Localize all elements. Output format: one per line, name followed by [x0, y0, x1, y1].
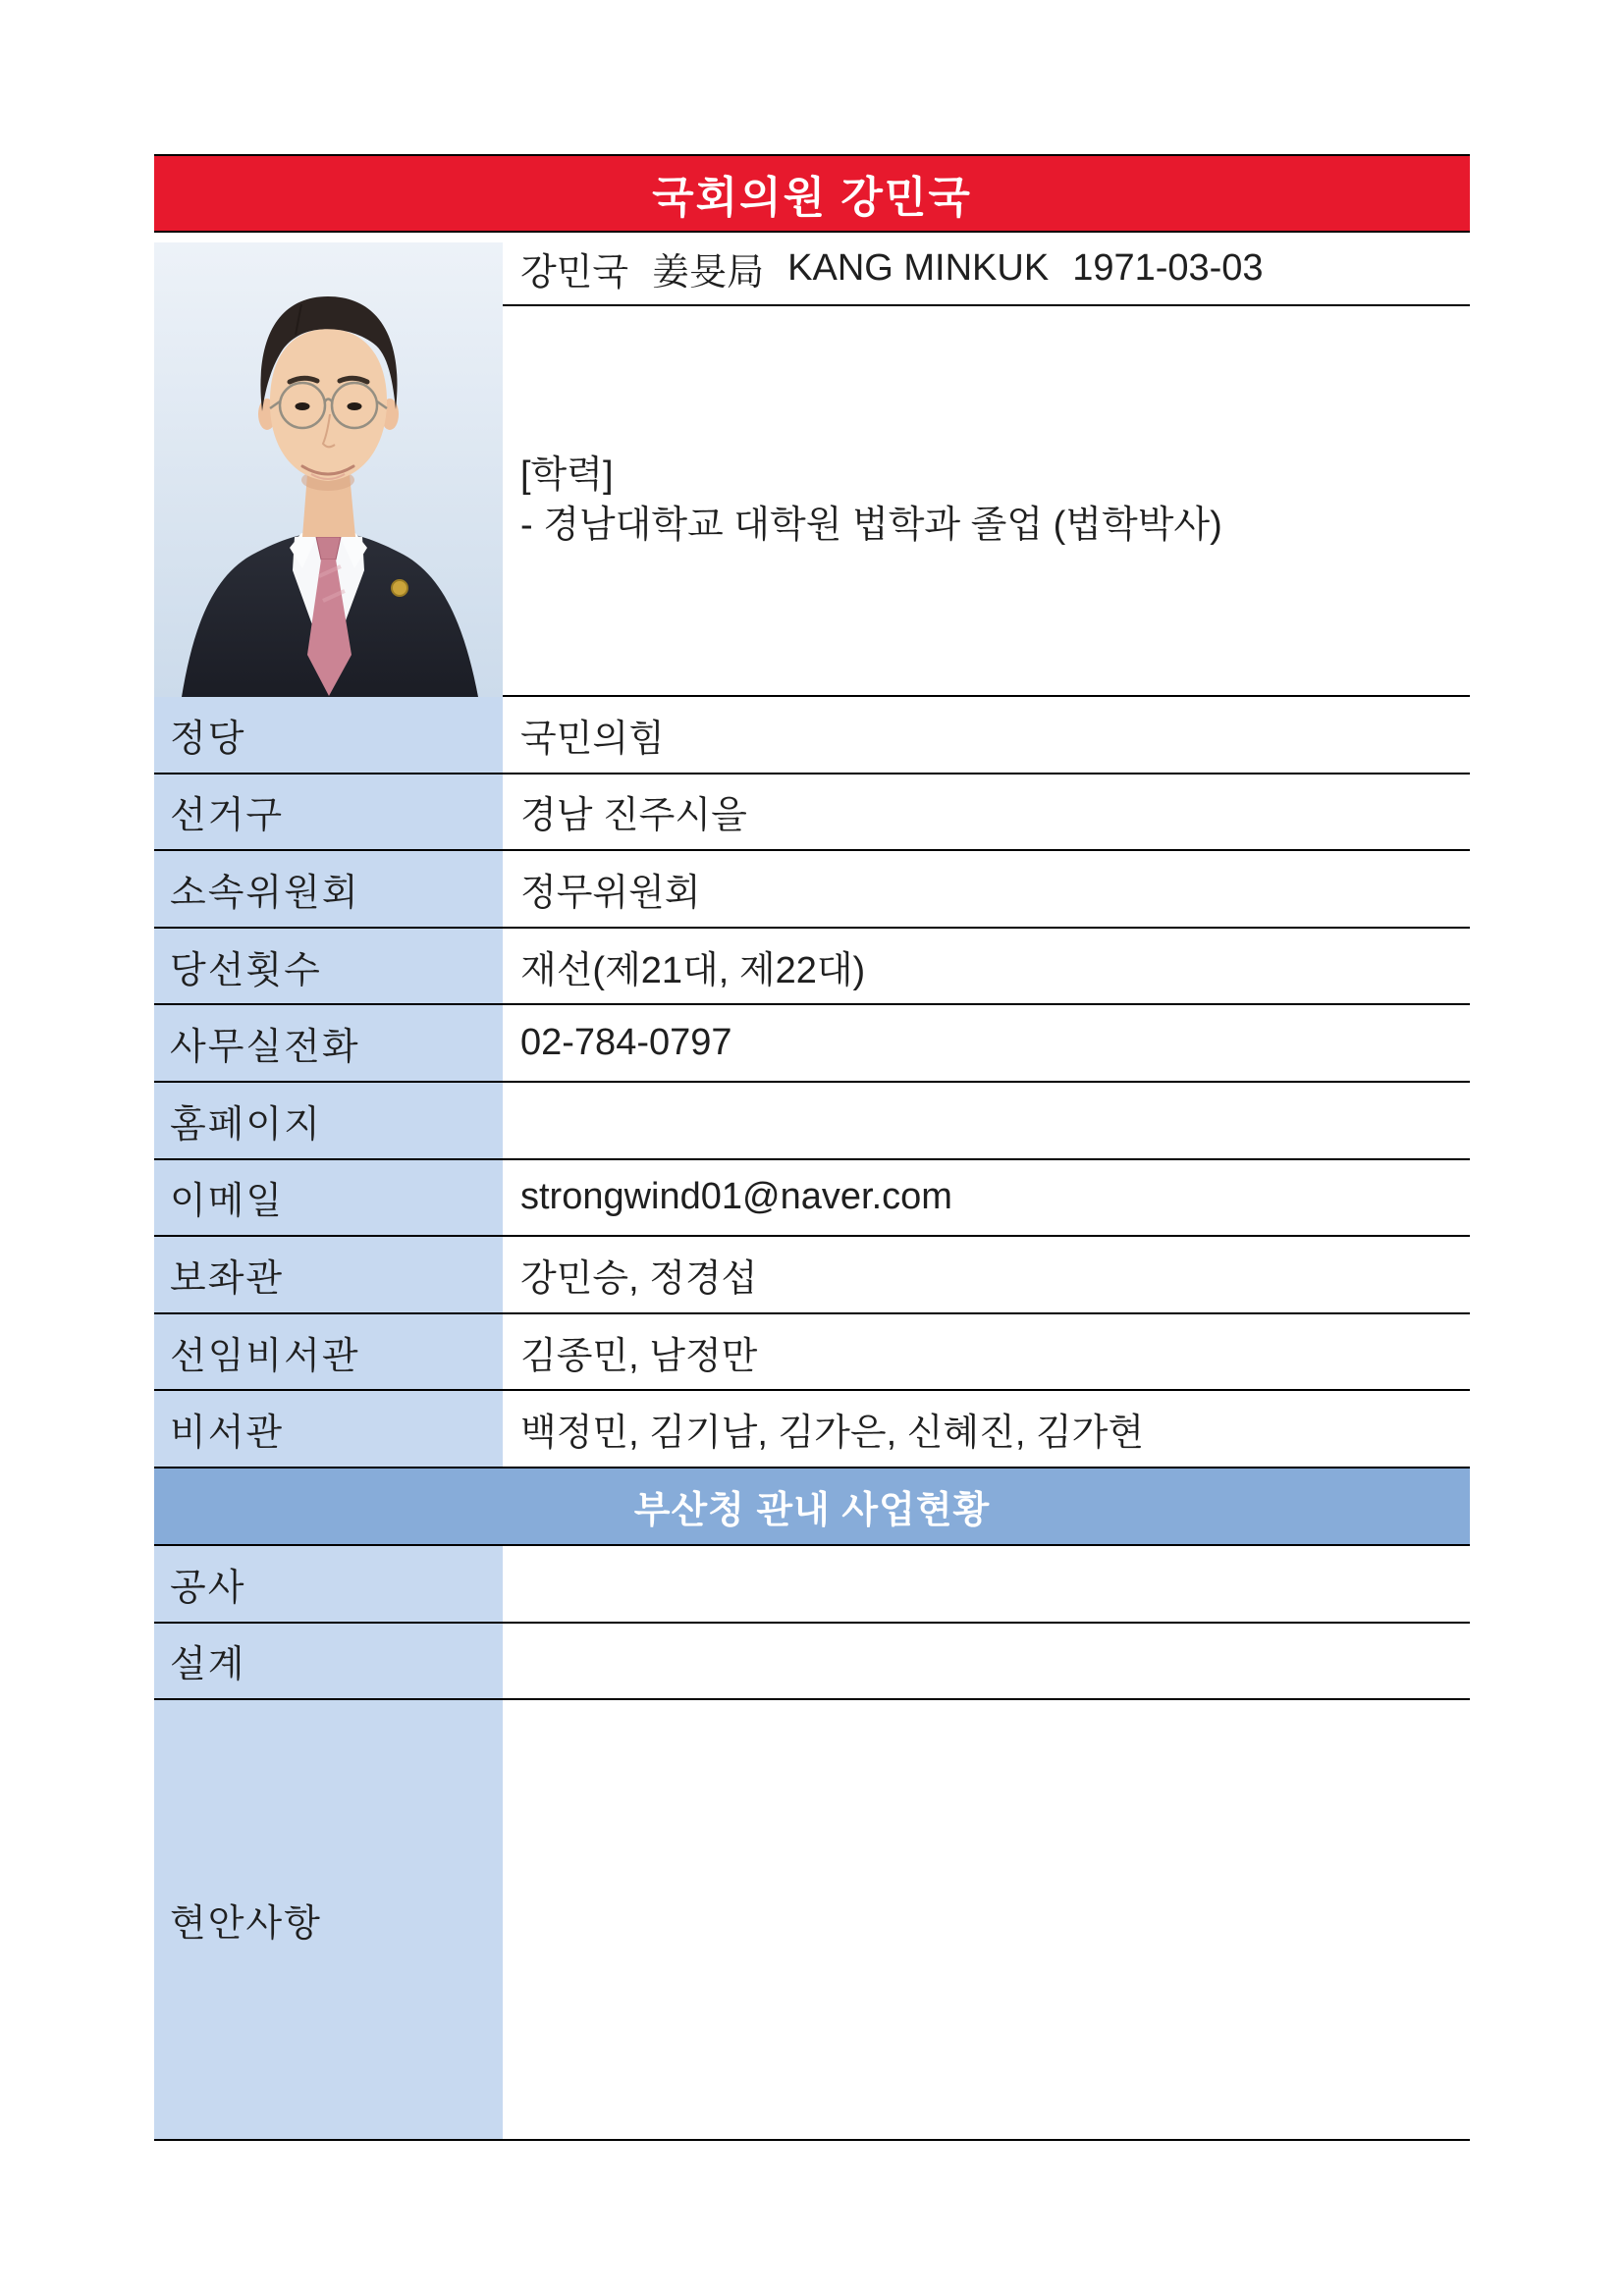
row-label: 비서관	[154, 1391, 503, 1467]
row-label: 선임비서관	[154, 1314, 503, 1390]
member-name-row	[503, 233, 1470, 306]
row-value: 재선(제21대, 제22대)	[503, 929, 1470, 1004]
row-value: 강민승, 정경섭	[503, 1237, 1470, 1312]
row-label: 공사	[154, 1546, 503, 1622]
member-name-korean: 강민국	[520, 252, 629, 294]
member-birthdate: 1971-03-03	[1072, 247, 1264, 289]
row-value	[503, 1700, 1470, 2139]
row-label: 사무실전화	[154, 1005, 503, 1081]
member-photo	[154, 242, 503, 697]
row-value: strongwind01@naver.com	[503, 1160, 1470, 1236]
table-row-secretaries	[154, 1391, 1470, 1468]
table-row-email	[154, 1160, 1470, 1238]
row-label: 당선횟수	[154, 929, 503, 1004]
table-row-terms	[154, 929, 1470, 1006]
table-row-party	[154, 697, 1470, 774]
table-row-homepage	[154, 1083, 1470, 1160]
row-label: 선거구	[154, 774, 503, 850]
row-label: 보좌관	[154, 1237, 503, 1312]
row-label: 정당	[154, 697, 503, 773]
row-label: 홈페이지	[154, 1083, 503, 1158]
table-row-senior-secretaries	[154, 1314, 1470, 1392]
row-value	[503, 1624, 1470, 1699]
table-row-pending-issues	[154, 1700, 1470, 2141]
section-header-band	[154, 1468, 1470, 1546]
row-value	[503, 1083, 1470, 1158]
section-header-title: 부산청 관내 사업현황	[633, 1489, 991, 1531]
row-label: 설계	[154, 1624, 503, 1699]
education-cell	[503, 306, 1470, 695]
row-value: 02-784-0797	[503, 1005, 1470, 1081]
row-label: 현안사항	[154, 1700, 503, 2139]
education-item: - 경남대학교 대학원 법학과 졸업 (법학박사)	[520, 505, 1222, 546]
profile-text-column	[503, 233, 1470, 695]
table-row-construction	[154, 1546, 1470, 1624]
row-value: 경남 진주시을	[503, 774, 1470, 850]
table-row-office-phone	[154, 1005, 1470, 1083]
table-row-district	[154, 774, 1470, 852]
title-banner	[154, 154, 1470, 233]
row-label: 소속위원회	[154, 851, 503, 927]
table-row-committee	[154, 851, 1470, 929]
member-name-english: KANG MINKUK	[787, 247, 1050, 289]
table-row-aides	[154, 1237, 1470, 1314]
row-value: 정무위원회	[503, 851, 1470, 927]
row-value: 김종민, 남정만	[503, 1314, 1470, 1390]
row-value: 국민의힘	[503, 697, 1470, 773]
member-profile-sheet	[154, 154, 1470, 2141]
table-row-design	[154, 1624, 1470, 1701]
row-value: 백정민, 김기남, 김가은, 신혜진, 김가현	[503, 1391, 1470, 1467]
education-section-label: [학력]	[520, 454, 614, 496]
member-photo-cell	[154, 233, 503, 695]
member-name-hanja: 姜旻局	[652, 252, 765, 294]
row-value	[503, 1546, 1470, 1622]
page-title: 국회의원 강민국	[652, 174, 972, 222]
row-label: 이메일	[154, 1160, 503, 1236]
profile-block	[154, 233, 1470, 697]
